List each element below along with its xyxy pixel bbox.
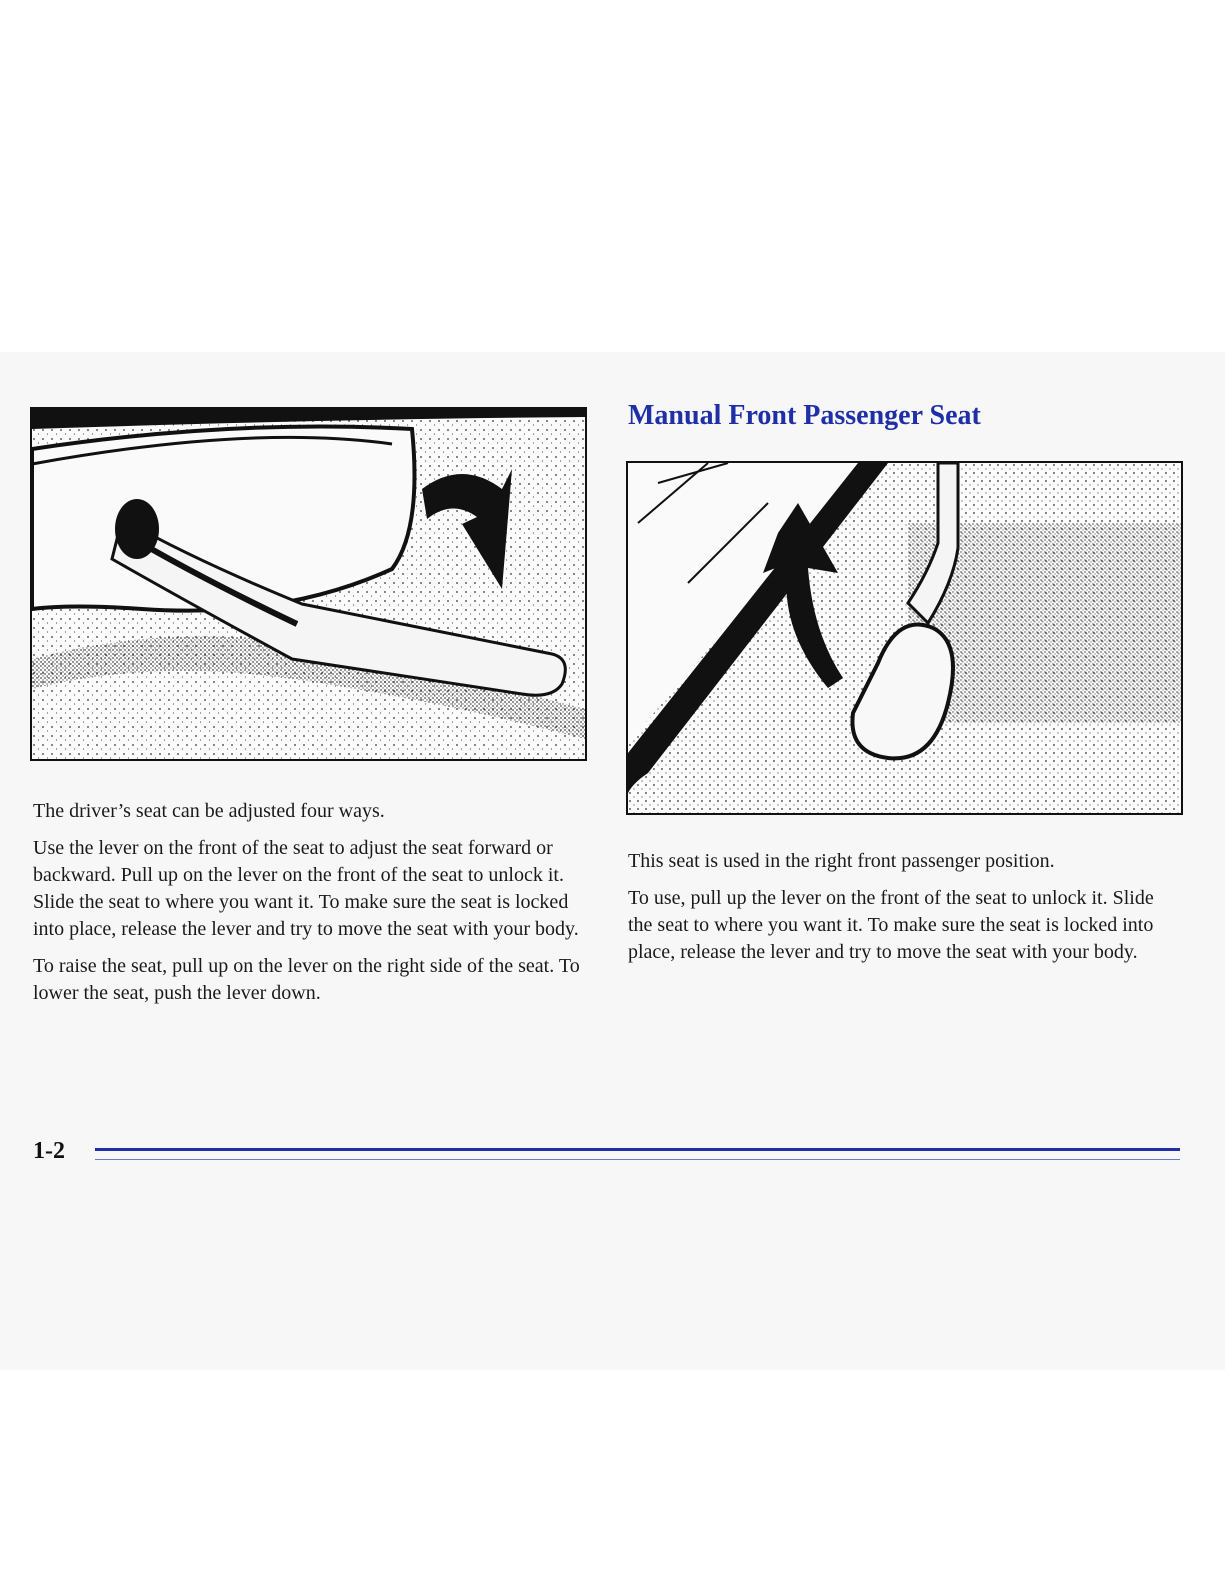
driver-seat-lever-illustration (30, 407, 587, 761)
paragraph: This seat is used in the right front passenger position. (628, 850, 1055, 872)
paragraph: Use the lever on the front of the seat to adjust the seat forward or backward. Pull up on the lever on the front of the seat to unlock it. Slide the seat to where you want it. To make sure the seat is locked into place, release the lever and try to move the seat with your body. (33, 837, 579, 940)
paragraph: To use, pull up the lever on the front of the seat to unlock it. Slide the seat to where you want it. To make sure the seat is locked into place, release the lever and try to move the seat with your body. (628, 887, 1154, 963)
paragraph: To raise the seat, pull up on the lever on the right side of the seat. To lower the seat, push the lever down. (33, 955, 580, 1004)
footer-rule (95, 1148, 1180, 1151)
footer-rule-thin (95, 1159, 1180, 1160)
right-column-text (628, 848, 1173, 976)
passenger-seat-lever-illustration (626, 461, 1183, 815)
left-column-text (33, 798, 588, 1017)
paragraph: The driver’s seat can be adjusted four ways. (33, 800, 385, 822)
page-number: 1-2 (33, 1138, 65, 1164)
section-heading: Manual Front Passenger Seat (628, 400, 981, 431)
